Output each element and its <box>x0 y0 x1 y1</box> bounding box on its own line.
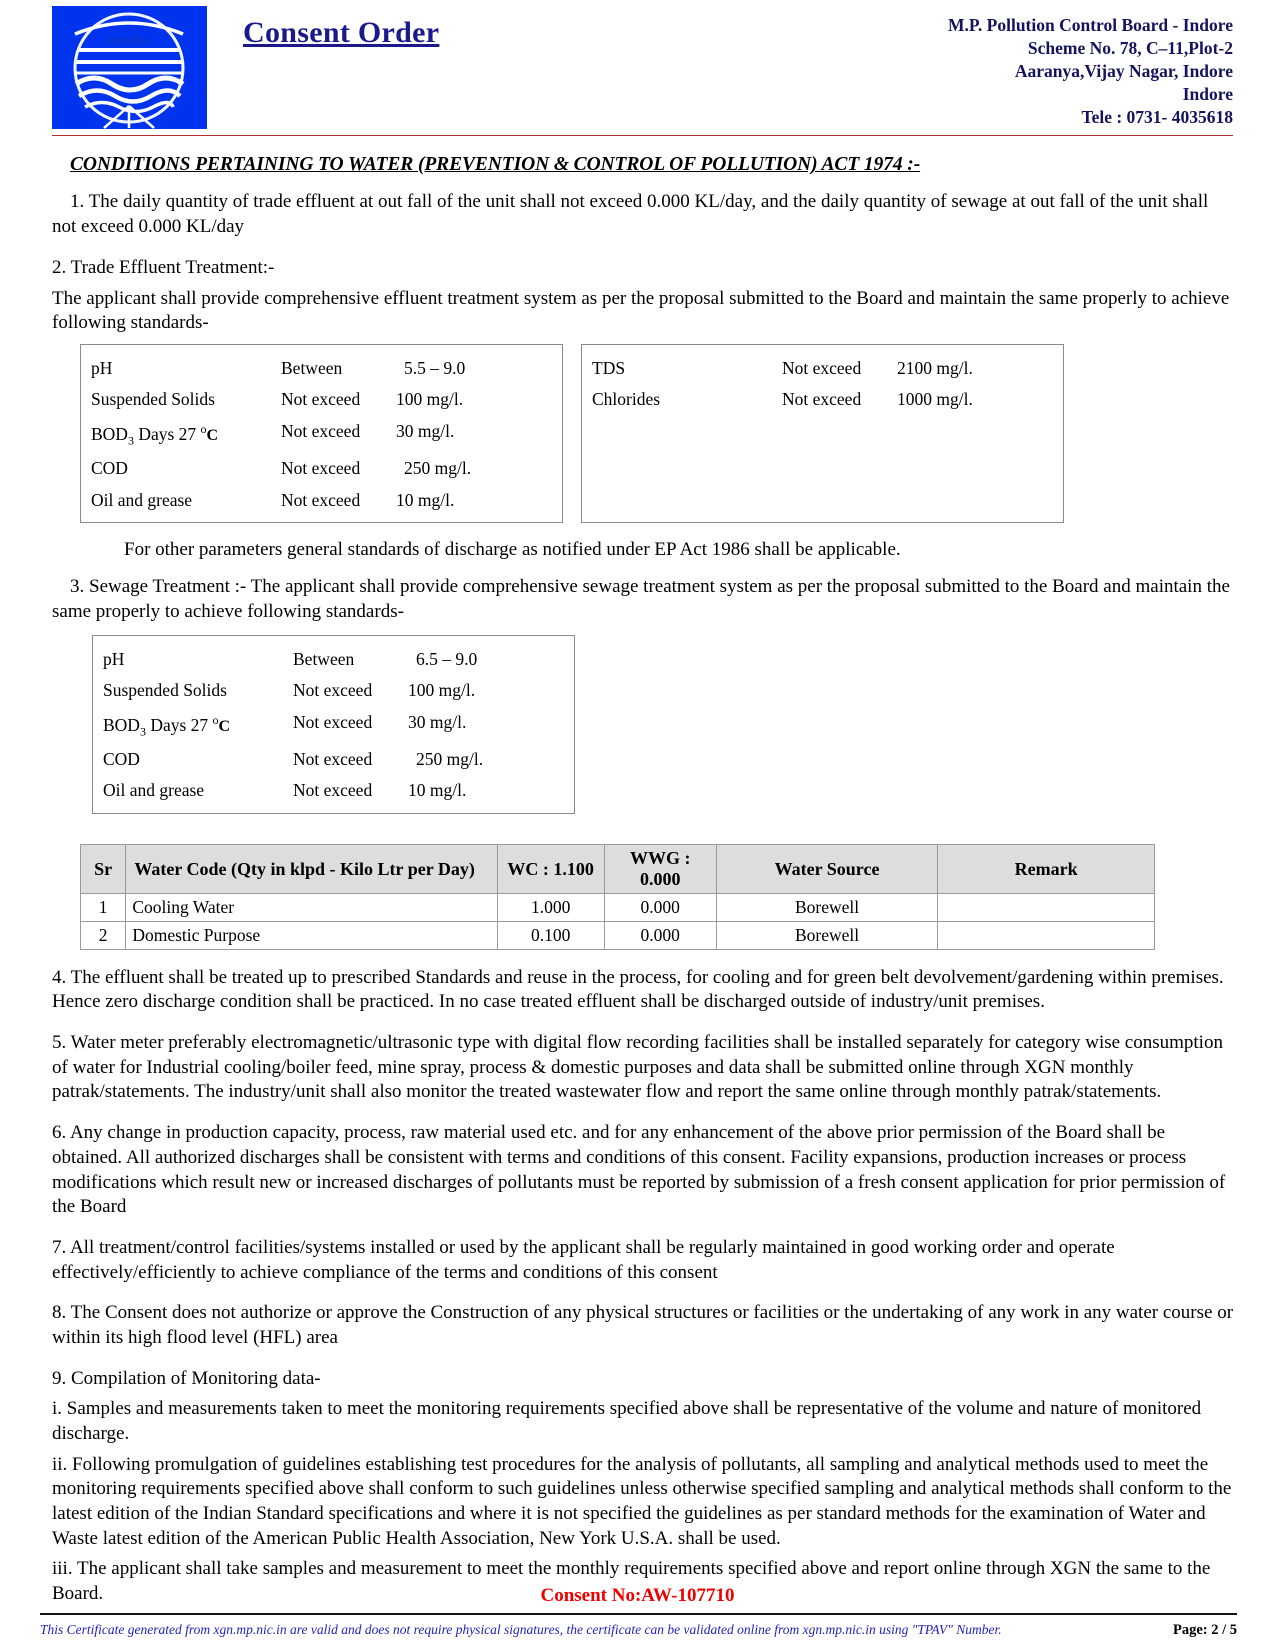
bod-subscript: 3 <box>139 723 146 738</box>
cell-wc: 1.000 <box>497 894 604 922</box>
standard-condition: Between <box>293 648 355 669</box>
footer-note: This Certificate generated from xgn.mp.nic.in are valid and does not require physical signatures, the certificate can be validated online from xgn.mp.nic.in using "TPAV" Number. <box>40 1622 1002 1637</box>
standard-value: 1000 mg/l. <box>897 389 973 410</box>
water-code-table <box>80 844 1155 950</box>
standard-param: Chlorides <box>592 389 661 410</box>
clause-9-i: i. Samples and measurements taken to meet the monitoring requirements specified above shall be representative of the volume and nature of monitored discharge. <box>52 1398 1202 1444</box>
standard-row <box>81 453 562 485</box>
col-header-wwg: WWG : 0.000 <box>604 844 716 893</box>
standard-value: 250 mg/l. <box>416 748 484 769</box>
celsius-symbol: C <box>206 426 219 444</box>
title-wrap <box>243 6 439 50</box>
celsius-symbol: C <box>218 717 231 735</box>
clause-1: 1. The daily quantity of trade effluent at out fall of the unit shall not exceed 0.000 KL/day, and the daily quantity of sewage at out fall of the unit shall not exceed 0.000 KL/day <box>52 191 1209 238</box>
standard-value: 2100 mg/l. <box>897 357 973 378</box>
water-code-table-head <box>81 844 1155 893</box>
standard-condition: Not exceed <box>293 711 373 732</box>
effluent-standards-right-table <box>581 344 1064 523</box>
clause-2-title: 2. Trade Effluent Treatment:- <box>52 256 275 278</box>
bod-suffix: Days 27 <box>145 714 209 735</box>
standard-param: Oil and grease <box>103 780 205 801</box>
effluent-standards-tables <box>80 344 1235 523</box>
globe-waves-icon <box>52 6 207 129</box>
svg-text:म.प्र.प्र.नि.म.: म.प्र.प्र.नि.म. <box>108 36 150 46</box>
clause-6: 6. Any change in production capacity, process, raw material used etc. and for any enhancement of the above prior permission of the Board shall be obtained. All authorized discharges shall be consistent with terms and conditions of this consent. Facility expansions, production increases or process modifications which result new or increased discharges of pollutants must be reported by submission of a fresh consent application for prior permission of the Board <box>52 1122 1226 1218</box>
col-header-water-source: Water Source <box>716 844 937 893</box>
cell-remark <box>938 894 1155 922</box>
standard-param: TDS <box>592 357 626 378</box>
cell-water-code: Domestic Purpose <box>126 922 497 950</box>
page-footer <box>40 1622 1237 1639</box>
page-header <box>0 0 1275 129</box>
standard-value: 10 mg/l. <box>408 780 467 801</box>
degree-symbol: o <box>200 421 207 436</box>
cell-sr: 1 <box>81 894 126 922</box>
clause-8: 8. The Consent does not authorize or approve the Construction of any physical structures or facilities or the undertaking of any work in any water course or within its high flood level (HFL) area <box>52 1302 1234 1348</box>
address-line-1: M.P. Pollution Control Board - Indore <box>947 15 1233 35</box>
clause-7: 7. All treatment/control facilities/systems installed or used by the applicant shall be regularly maintained in good working order and operate effectively/efficiently to achieve compliance of the terms and conditions of this consent <box>52 1236 1115 1283</box>
address-line-4: Indore <box>1182 84 1233 105</box>
standard-condition: Not exceed <box>782 357 862 378</box>
standard-param-name: BOD <box>103 714 140 735</box>
standard-value: 100 mg/l. <box>408 680 476 701</box>
board-address <box>948 6 1233 129</box>
standard-param: pH <box>103 648 125 669</box>
standard-param: COD <box>103 748 140 769</box>
standard-condition: Not exceed <box>293 780 373 801</box>
other-parameters-note: For other parameters general standards of discharge as notified under EP Act 1986 shall be applicable. <box>124 539 901 561</box>
standard-row <box>93 775 574 807</box>
standard-param <box>103 714 293 737</box>
standard-param: Suspended Solids <box>91 389 215 410</box>
cell-wwg: 0.000 <box>604 922 716 950</box>
standard-value: 250 mg/l. <box>404 458 472 479</box>
standard-condition: Between <box>281 357 343 378</box>
standard-condition: Not exceed <box>281 458 361 479</box>
standard-condition: Not exceed <box>281 420 361 441</box>
clause-4: 4. The effluent shall be treated up to prescribed Standards and reuse in the process, for cooling and for green belt devolvement/gardening within premises. Hence zero discharge condition shall be practiced. In no case treated effluent shall be discharged outside of industry/unit premises. <box>52 966 1224 1013</box>
bod-suffix: Days 27 <box>133 423 197 444</box>
standard-value: 100 mg/l. <box>396 389 464 410</box>
standard-row <box>81 416 562 453</box>
standard-param: pH <box>91 357 113 378</box>
clause-5: 5. Water meter preferably electromagnetic/ultrasonic type with digital flow recording facilities shall be installed separately for category wise consumption of water for Industrial cooling/boiler feed, mine spray, process & domestic purposes and data shall be submitted online through XGN monthly patrak/statements. The industry/unit shall also monitor the treated wastewater flow and report the same online through monthly patrak/statements. <box>52 1032 1223 1103</box>
footer-divider <box>40 1613 1237 1615</box>
board-logo <box>52 6 207 129</box>
standard-condition: Not exceed <box>782 389 862 410</box>
col-header-wc: WC : 1.100 <box>497 844 604 893</box>
page-number: Page: 2 / 5 <box>1172 1622 1237 1638</box>
standard-value: 30 mg/l. <box>408 711 467 732</box>
standard-row <box>81 353 562 385</box>
standard-row <box>93 744 574 776</box>
col-header-sr: Sr <box>81 844 126 893</box>
standard-value: 6.5 – 9.0 <box>416 648 478 669</box>
standard-row <box>81 485 562 517</box>
standard-param: COD <box>91 458 128 479</box>
table-header-row <box>81 844 1155 893</box>
document-body <box>0 154 1275 1606</box>
standard-condition: Not exceed <box>281 389 361 410</box>
clause-9-ii: ii. Following promulgation of guidelines establishing test procedures for the analysis of pollutants, all sampling and analytical methods used to meet the monitoring requirements specified above shall conform to such guidelines unless otherwise specified sampling and analytical methods shall conform to the latest edition of the Indian Standard specifications and where it is not specified the guidelines as per standard methods for the examination of Water and Waste latest edition of the American Public Health Association, New York U.S.A. shall be used. <box>52 1453 1232 1549</box>
water-code-table-body <box>81 894 1155 949</box>
standard-param <box>91 423 281 446</box>
section-heading: CONDITIONS PERTAINING TO WATER (PREVENTION & CONTROL OF POLLUTION) ACT 1974 :- <box>70 154 921 176</box>
clause-9-title: 9. Compilation of Monitoring data- <box>52 1367 321 1389</box>
standard-row <box>582 384 1063 416</box>
standard-row <box>582 353 1063 385</box>
cell-remark <box>938 922 1155 950</box>
standard-row <box>81 384 562 416</box>
bod-subscript: 3 <box>127 433 134 448</box>
standard-row <box>93 644 574 676</box>
standard-param-name: BOD <box>91 423 128 444</box>
cell-water-source: Borewell <box>716 894 937 922</box>
sewage-standards-table <box>92 635 575 814</box>
standard-row <box>93 707 574 744</box>
standard-condition: Not exceed <box>281 489 361 510</box>
table-row <box>81 922 1155 950</box>
standard-row <box>93 675 574 707</box>
cell-wwg: 0.000 <box>604 894 716 922</box>
page-title: Consent Order <box>243 16 440 49</box>
header-left <box>52 6 439 129</box>
effluent-standards-left-table <box>80 344 563 523</box>
clause-9-iii: iii. The applicant shall take samples and measurement to meet the monthly requirements specified above and report online through XGN the same to the Board. <box>52 1558 1211 1605</box>
header-divider <box>52 135 1233 136</box>
cell-sr: 2 <box>81 922 126 950</box>
consent-number: Consent No:AW-107710 <box>540 1585 735 1606</box>
col-header-remark: Remark <box>938 844 1155 893</box>
clause-2-body: The applicant shall provide comprehensive effluent treatment system as per the proposal submitted to the Board and maintain the same properly to achieve following standards- <box>52 287 1230 334</box>
cell-wc: 0.100 <box>497 922 604 950</box>
cell-water-source: Borewell <box>716 922 937 950</box>
standard-param: Suspended Solids <box>103 680 227 701</box>
standard-condition: Not exceed <box>293 680 373 701</box>
clause-3: 3. Sewage Treatment :- The applicant shall provide comprehensive sewage treatment system as per the proposal submitted to the Board and maintain the same properly to achieve following standards- <box>52 576 1230 622</box>
degree-symbol: o <box>212 712 219 727</box>
table-row <box>81 894 1155 922</box>
standard-param: Oil and grease <box>91 489 193 510</box>
address-line-2: Scheme No. 78, C–11,Plot-2 <box>1027 38 1233 59</box>
col-header-water-code: Water Code (Qty in klpd - Kilo Ltr per Day) <box>126 844 497 893</box>
address-line-5: Tele : 0731- 4035618 <box>1081 107 1233 128</box>
standard-condition: Not exceed <box>293 748 373 769</box>
standard-value: 30 mg/l. <box>396 420 455 441</box>
standard-value: 5.5 – 9.0 <box>404 357 466 378</box>
standard-value: 10 mg/l. <box>396 489 455 510</box>
address-line-3: Aaranya,Vijay Nagar, Indore <box>1014 61 1233 82</box>
cell-water-code: Cooling Water <box>126 894 497 922</box>
